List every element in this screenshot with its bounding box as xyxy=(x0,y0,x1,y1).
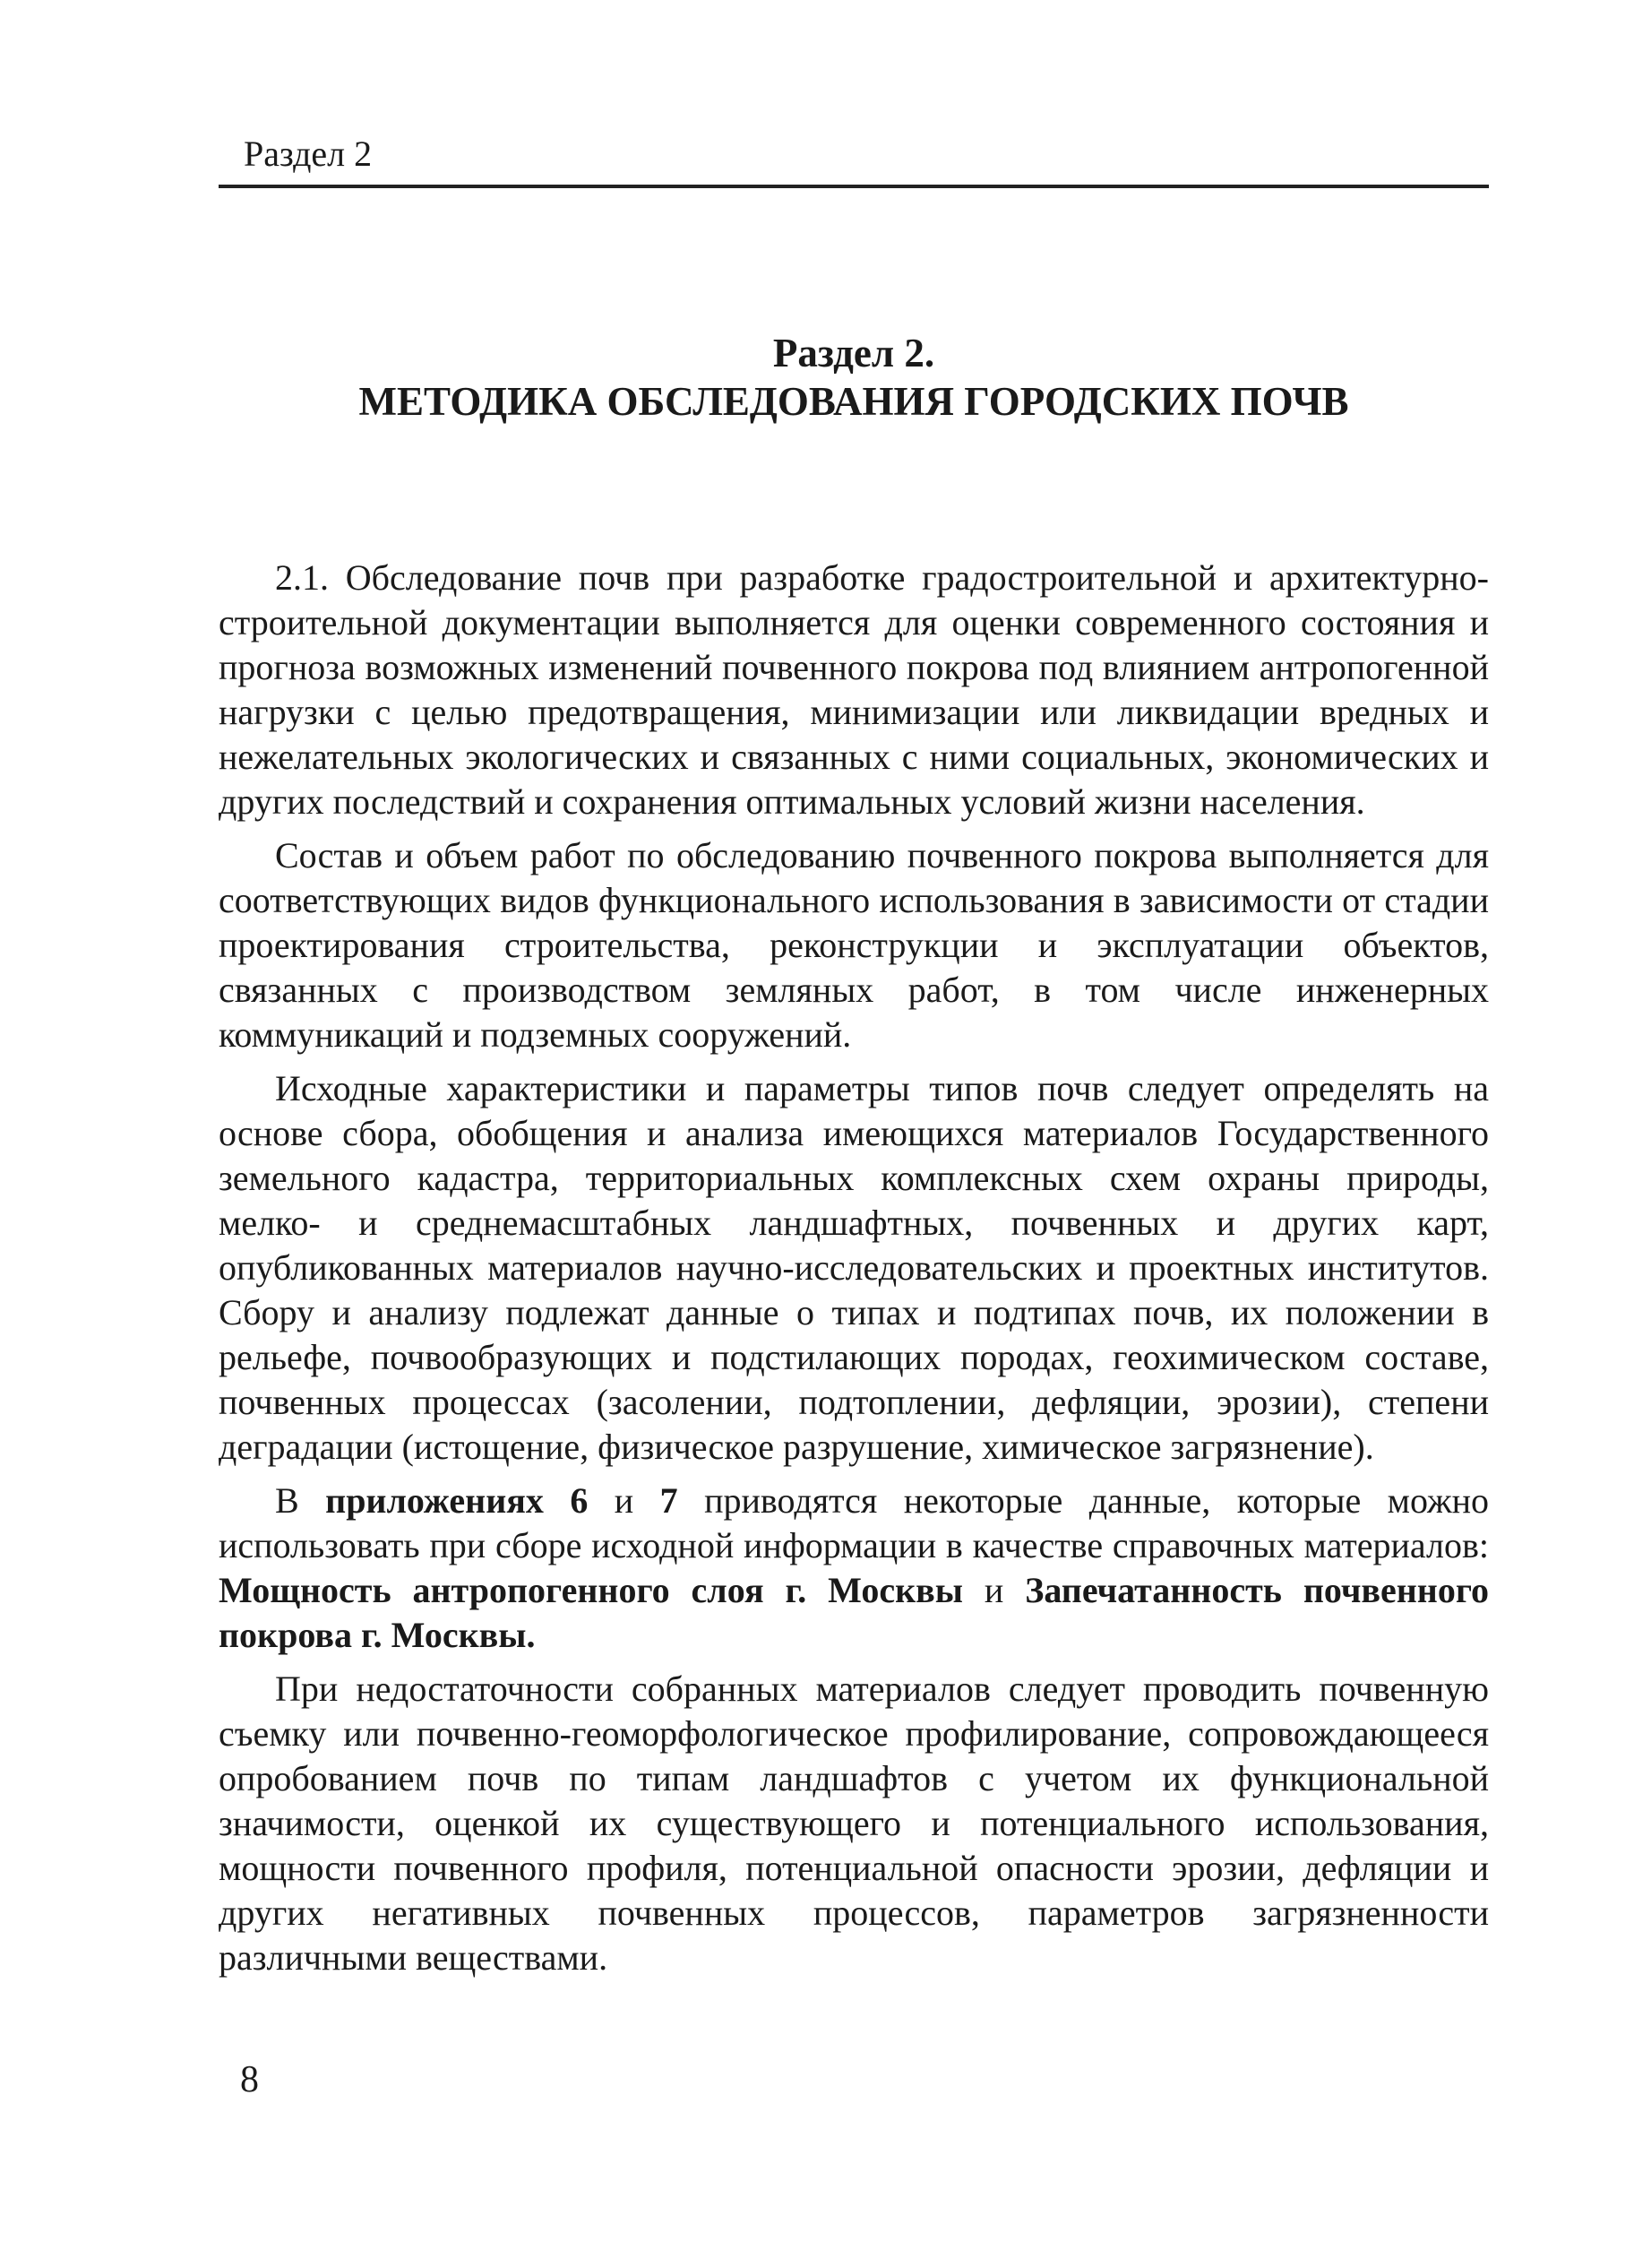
p4-bold-appendix-7: 7 xyxy=(659,1480,678,1521)
p4-bold-layer-thickness: Мощность антропогенного слоя г. Москвы xyxy=(219,1570,963,1610)
p4-bold-appendix-6: приложениях 6 xyxy=(325,1480,589,1521)
p4-text-4: и xyxy=(962,1570,1026,1610)
running-head: Раздел 2 xyxy=(244,134,373,174)
p4-text-1: В xyxy=(275,1480,326,1521)
paragraph-2: Состав и объем работ по обследованию почвенного покрова выполняется для соответствующих видов функционального использования в зависимости от стадии проектирования строительства, реконструкции и эксплуатации объектов, связанных с производством земляных работ, в том числе инженерных коммуникаций и подземных сооружений. xyxy=(219,835,1489,1055)
paragraph-1: 2.1. Обследование почв при разработке градостроительной и архитектурно-строительной документации выполняется для оценки современного состояния и прогноза возможных изменений почвенного покрова под влиянием антропогенной нагрузки с целью предотвращения, минимизации или ликвидации вредных и нежелательных экологических и связанных с ними социальных, экономических и других последствий и сохранения оптимальных условий жизни населения. xyxy=(219,557,1489,822)
section-number: Раздел 2. xyxy=(772,331,935,375)
section-title: МЕТОДИКА ОБСЛЕДОВАНИЯ ГОРОДСКИХ ПОЧВ xyxy=(358,379,1349,424)
p4-text-3: приводятся некоторые данные, которые можно использовать при сборе исходной информации в качестве справочных материалов: xyxy=(219,1480,1490,1565)
paragraph-3: Исходные характеристики и параметры типов почв следует определять на основе сбора, обобщения и анализа имеющихся материалов Государственного земельного кадастра, территориальных комплексных схем охраны природы, мелко- и среднемасштабных ландшафтных, почвенных и других карт, опубликованных материалов научно-исследовательских и проектных институтов. Сбору и анализу подлежат данные о типах и подтипах почв, их положении в рельефе, почвообразующих и подстилающих породах, геохимическом составе, почвенных процессах (засолении, подтоплении, дефляции, эрозии), степени деградации (истощение, физическое разрушение, химическое загрязнение). xyxy=(219,1068,1489,1467)
body-text xyxy=(219,556,1489,1980)
page-number: 8 xyxy=(240,2059,259,2100)
header-rule xyxy=(219,185,1489,188)
p4-text-2: и xyxy=(588,1480,660,1521)
p4-bold-soil-sealing: Запечатанность почвенного покрова г. Москвы. xyxy=(219,1570,1490,1655)
paragraph-5: При недостаточности собранных материалов следует проводить почвенную съемку или почвенно-геоморфологическое профилирование, сопровождающееся опробованием почв по типам ландшафтов с учетом их функциональной значимости, оценкой их существующего и потенциального использования, мощности почвенного профиля, потенциальной опасности эрозии, дефляции и других негативных почвенных процессов, параметров загрязненности различными веществами. xyxy=(219,1669,1489,1978)
paragraph-4 xyxy=(219,1479,1489,1658)
